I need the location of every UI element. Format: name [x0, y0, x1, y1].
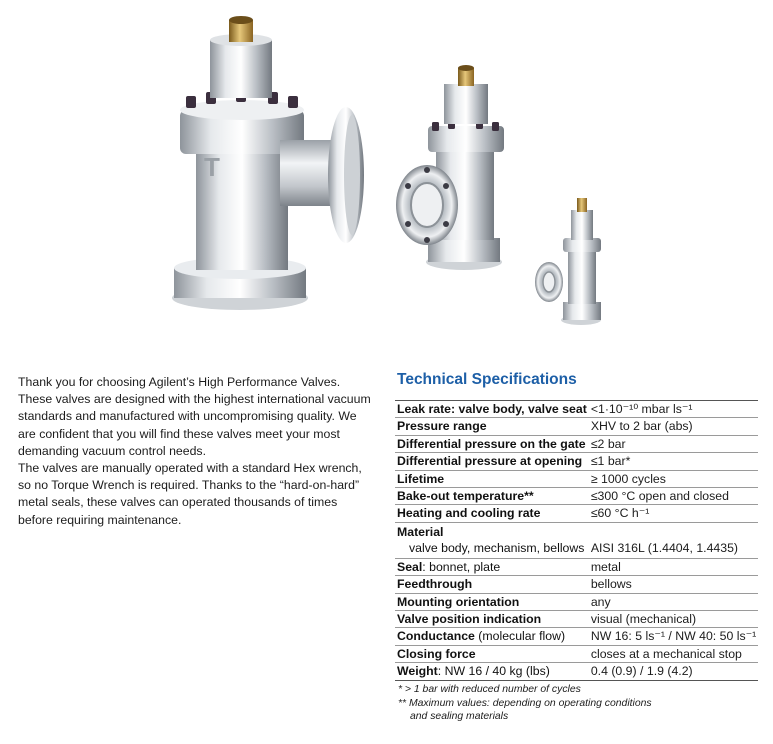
table-row — [395, 576, 758, 593]
table-row — [395, 558, 758, 575]
table-row — [395, 488, 758, 505]
table-row — [395, 522, 758, 558]
table-row — [395, 611, 758, 628]
spec-label — [395, 611, 589, 628]
spec-table — [395, 400, 758, 681]
spec-value: any — [589, 593, 758, 610]
spec-title: Technical Specifications — [397, 371, 577, 388]
large-valve — [172, 16, 364, 310]
spec-label-main: Seal — [397, 559, 423, 574]
spec-label-detail: : bonnet, plate — [422, 559, 501, 574]
spec-label-main: Valve position indication — [397, 612, 542, 627]
spec-value: visual (mechanical) — [589, 611, 758, 628]
table-row — [395, 593, 758, 610]
spec-value: XHV to 2 bar (abs) — [589, 418, 758, 435]
spec-label: Differential pressure at opening — [395, 453, 589, 470]
intro-text — [18, 374, 374, 529]
spec-label-main: Conductance — [397, 629, 475, 644]
small-valve — [535, 198, 601, 325]
intro-paragraph-1: Thank you for choosing Agilent’s High Performance Valves. These valves are designed with the highest international vacuum standards and manufactured with uncompromising quality. We are confident that you will find these valves meet your most demanding vacuum control needs. — [18, 375, 371, 458]
medium-valve — [396, 65, 504, 270]
material-sublabel: valve body, mechanism, bellows — [409, 540, 585, 555]
spec-label: Lifetime — [395, 470, 589, 487]
spec-value: bellows — [589, 576, 758, 593]
spec-value: ≤60 °C h⁻¹ — [589, 505, 758, 522]
table-row — [395, 505, 758, 522]
spec-label-main: Mounting orientation — [397, 594, 520, 609]
spec-value: <1·10⁻¹⁰ mbar ls⁻¹ — [589, 401, 758, 418]
spec-label-detail: : NW 16 / 40 kg (lbs) — [437, 664, 550, 679]
spec-value: ≥ 1000 cycles — [589, 470, 758, 487]
spec-label — [395, 593, 589, 610]
spec-label-main: Feedthrough — [397, 577, 473, 592]
spec-label — [395, 558, 589, 575]
spec-value: ≤1 bar* — [589, 453, 758, 470]
footnote-1: * > 1 bar with reduced number of cycles — [398, 684, 581, 695]
spec-label-main: Closing force — [397, 646, 476, 661]
spec-value — [589, 522, 758, 558]
spec-value: closes at a mechanical stop — [589, 645, 758, 662]
table-row — [395, 645, 758, 662]
footnotes — [398, 683, 652, 724]
spec-value: 0.4 (0.9) / 1.9 (4.2) — [589, 663, 758, 680]
spec-label: Bake-out temperature** — [395, 488, 589, 505]
spec-label — [395, 645, 589, 662]
spec-label: Pressure range — [395, 418, 589, 435]
spec-label — [395, 628, 589, 645]
spec-label: Leak rate: valve body, valve seat — [397, 402, 587, 416]
spec-label — [395, 522, 589, 558]
table-row — [395, 401, 758, 418]
spec-value: ≤300 °C open and closed — [589, 488, 758, 505]
spec-value: NW 16: 5 ls⁻¹ / NW 40: 50 ls⁻¹ — [590, 629, 757, 644]
spec-label — [395, 663, 589, 680]
svg-text:T: T — [204, 152, 220, 182]
footnote-2-continued: and sealing materials — [410, 711, 509, 722]
valves-photo — [0, 0, 773, 350]
material-label: Material — [397, 524, 444, 539]
table-row — [395, 663, 758, 680]
spec-label-main: Weight — [397, 664, 438, 679]
spec-label: Heating and cooling rate — [395, 505, 589, 522]
table-row — [395, 470, 758, 487]
spec-label — [395, 576, 589, 593]
intro-paragraph-2: The valves are manually operated with a standard Hex wrench, so no Torque Wrench is required. Thanks to the “hard-on-hard” metal seals, these valves can operated thousands of times before requiring maintenance. — [18, 461, 362, 527]
spec-label-detail: (molecular flow) — [474, 629, 566, 644]
table-row — [395, 628, 758, 645]
footnote-2: ** Maximum values: depending on operating conditions — [398, 697, 652, 709]
spec-value: ≤2 bar — [589, 435, 758, 452]
table-row — [395, 453, 758, 470]
spec-label: Differential pressure on the gate — [395, 435, 589, 452]
table-row — [395, 418, 758, 435]
table-row — [395, 435, 758, 452]
material-value: AISI 316L (1.4404, 1.4435) — [590, 540, 739, 555]
spec-value: metal — [589, 558, 758, 575]
